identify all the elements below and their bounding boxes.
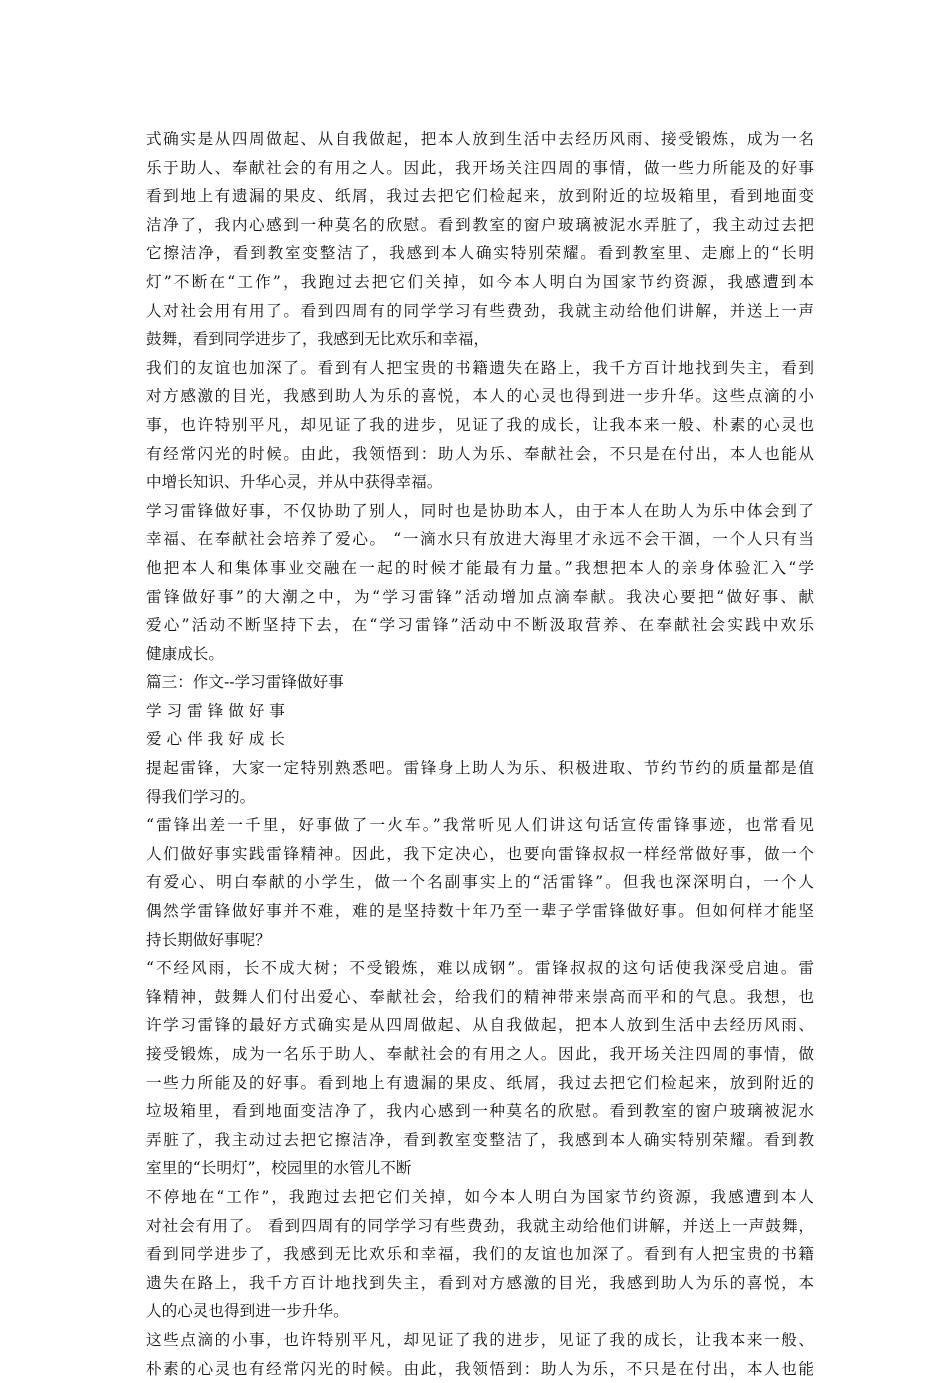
text-line: 看到同学进步了，我感到无比欢乐和幸福，我们的友谊也加深了。看到有人把宝贵的书籍	[146, 1245, 814, 1264]
text-line: 有爱心、明白奉献的小学生，做一个名副事实上的“活雷锋”。但我也深深明白，一个人	[146, 873, 814, 892]
text-line: 我们的友谊也加深了。看到有人把宝贵的书籍遗失在路上，我千方百计地找到失主，看到	[146, 358, 814, 377]
text-line: 洁净了，我内心感到一种莫名的欣慰。看到教室的窗户玻璃被泥水弄脏了，我主动过去把	[146, 215, 814, 234]
text-line: 学习雷锋做好事，不仅协助了别人，同时也是协助本人，由于本人在助人为乐中体会到了	[146, 501, 814, 520]
text-line: 提起雷锋，大家一定特别熟悉吧。雷锋身上助人为乐、积极进取、节约节约的质量都是值	[146, 759, 814, 778]
text-line: 爱 心 伴 我 好 成 长	[146, 730, 285, 749]
text-line: 对社会有用了。 看到四周有的同学学习有些费劲，我就主动给他们讲解，并送上一声鼓舞，	[146, 1216, 814, 1235]
text-line: 朴素的心灵也有经常闪光的时候。由此，我领悟到：助人为乐，不只是在付出，本人也能	[146, 1359, 814, 1378]
text-line: 持长期做好事呢？	[146, 930, 271, 949]
text-line: 雷锋做好事”的大潮之中，为“学习雷锋”活动增加点滴奉献。我决心要把“做好事、献	[146, 587, 814, 606]
text-line: 锋精神，鼓舞人们付出爱心、奉献社会，给我们的精神带来崇高而平和的气息。我想，也	[146, 987, 814, 1006]
text-line: 看到地上有遗漏的果皮、纸屑，我过去把它们检起来，放到附近的垃圾箱里，看到地面变	[146, 187, 814, 206]
text-line: 弄脏了，我主动过去把它擦洁净，看到教室变整洁了，我感到本人确实特别荣耀。看到教	[146, 1130, 814, 1149]
text-line: 有经常闪光的时候。由此，我领悟到：助人为乐、奉献社会，不只是在付出，本人也能从	[146, 444, 814, 463]
text-line: 遗失在路上，我千方百计地找到失主，看到对方感激的目光，我感到助人为乐的喜悦，本	[146, 1273, 814, 1292]
text-line: 得我们学习的。	[146, 787, 256, 806]
text-line: 不停地在“工作”，我跑过去把它们关掉，如今本人明白为国家节约资源，我感遭到本人	[146, 1187, 814, 1206]
text-line: “不经风雨，长不成大树；不受锻炼，难以成钢”。雷锋叔叔的这句话使我深受启迪。雷	[146, 959, 814, 978]
text-line: 一些力所能及的好事。看到地上有遗漏的果皮、纸屑，我过去把它们检起来，放到附近的	[146, 1073, 814, 1092]
text-line: 对方感激的目光，我感到助人为乐的喜悦，本人的心灵也得到进一步升华。这些点滴的小	[146, 387, 814, 406]
text-line: 学 习 雷 锋 做 好 事	[146, 701, 285, 720]
text-line: 篇三：作文--学习雷锋做好事	[146, 673, 344, 692]
text-line: 事，也许特别平凡，却见证了我的进步，见证了我的成长，让我本来一般、朴素的心灵也	[146, 415, 814, 434]
text-line: 接受锻炼，成为一名乐于助人、奉献社会的有用之人。因此，我开场关注四周的事情，做	[146, 1045, 814, 1063]
text-line: 鼓舞，看到同学进步了，我感到无比欢乐和幸福，	[146, 330, 490, 349]
body-text	[146, 125, 814, 1383]
text-line: 式确实是从四周做起、从自我做起，把本人放到生活中去经历风雨、接受锻炼，成为一名	[146, 130, 814, 148]
text-line: 爱心”活动不断坚持下去，在“学习雷锋”活动中不断汲取营养、在奉献社会实践中欢乐	[146, 616, 814, 635]
text-line: 许学习雷锋的最好方式确实是从四周做起、从自我做起，把本人放到生活中去经历风雨、	[146, 1016, 814, 1035]
text-line: 垃圾箱里，看到地面变洁净了，我内心感到一种莫名的欣慰。看到教室的窗户玻璃被泥水	[146, 1102, 814, 1121]
text-line: “雷锋出差一千里，好事做了一火车。”我常听见人们讲这句话宣传雷锋事迹，也常看见	[146, 816, 814, 835]
text-line: 人们做好事实践雷锋精神。因此，我下定决心，也要向雷锋叔叔一样经常做好事，做一个	[146, 844, 814, 863]
text-line: 灯”不断在“工作”，我跑过去把它们关掉，如今本人明白为国家节约资源，我感遭到本	[146, 272, 814, 291]
text-line: 幸福、在奉献社会培养了爱心。 “一滴水只有放进大海里才永远不会干涸，一个人只有当	[146, 530, 814, 549]
text-line: 人对社会用有用了。看到四周有的同学学习有些费劲，我就主动给他们讲解，并送上一声	[146, 301, 814, 320]
text-line: 人的心灵也得到进一步升华。	[146, 1302, 349, 1321]
text-line: 他把本人和集体事业交融在一起的时候才能最有力量。”我想把本人的亲身体验汇入“学	[146, 558, 814, 577]
text-line: 乐于助人、奉献社会的有用之人。因此，我开场关注四周的事情，做一些力所能及的好事	[146, 158, 814, 177]
text-line: 它擦洁净，看到教室变整洁了，我感到本人确实特别荣耀。看到教室里、走廊上的“长明	[146, 244, 814, 263]
text-line: 健康成长。	[146, 644, 224, 663]
text-line: 中增长知识、升华心灵，并从中获得幸福。	[146, 473, 443, 492]
text-line: 偶然学雷锋做好事并不难，难的是坚持数十年乃至一辈子学雷锋做好事。但如何样才能坚	[146, 902, 814, 921]
text-line: 室里的“长明灯”，校园里的水管儿不断	[146, 1159, 412, 1178]
text-line: 这些点滴的小事，也许特别平凡，却见证了我的进步，见证了我的成长，让我本来一般、	[146, 1330, 814, 1349]
